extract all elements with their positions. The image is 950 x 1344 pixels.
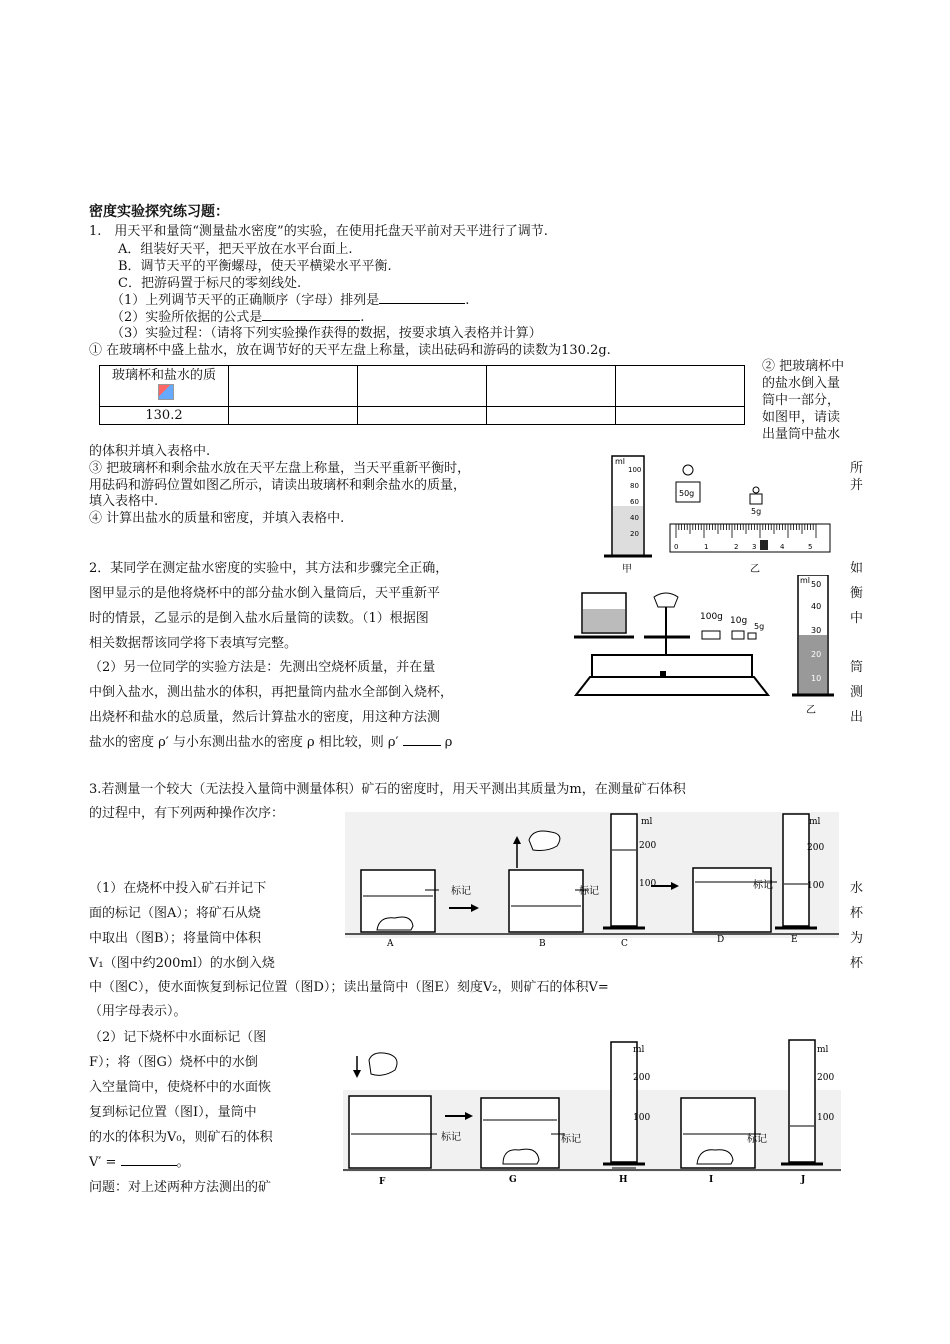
weight-50g (676, 465, 700, 502)
svg-text:100: 100 (817, 1113, 835, 1123)
svg-text:100: 100 (807, 881, 825, 891)
q3-right2: 杯 (850, 906, 864, 921)
svg-text:20: 20 (630, 530, 639, 538)
svg-text:标记: 标记 (753, 880, 773, 891)
q3-p2-b: F）；将（图G）烧杯中的水倒 (89, 1055, 258, 1070)
q2-right3: 中 (850, 611, 864, 626)
q3-p2-c: 入空量筒中，使烧杯中的水面恢 (89, 1080, 272, 1095)
svg-text:200: 200 (817, 1073, 835, 1083)
table-cell[interactable] (358, 366, 487, 407)
svg-text:10g: 10g (730, 616, 748, 626)
q2-line3: 时的情景，乙显示的是倒入盐水后量筒的读数。（1）根据图 (89, 611, 429, 626)
svg-text:标记: 标记 (747, 1134, 767, 1145)
q1-step3-r2: 并 (850, 478, 864, 493)
svg-text:0: 0 (674, 543, 679, 551)
svg-text:E: E (791, 935, 798, 945)
svg-text:200: 200 (633, 1073, 651, 1083)
q1-option-b: B．调节天平的平衡螺母，使天平横梁水平平衡. (118, 259, 392, 274)
q3-right1: 水 (850, 881, 864, 896)
q2-right6: 出 (850, 710, 864, 725)
svg-text:G: G (509, 1175, 517, 1185)
svg-text:ml: ml (817, 1045, 829, 1055)
svg-text:1: 1 (704, 543, 709, 551)
table-header-cell: 玻璃杯和盐水的质 (100, 366, 229, 407)
q3-p2-a: （2）记下烧杯中水面标记（图 (89, 1030, 267, 1045)
svg-text:40: 40 (811, 602, 822, 611)
q3-line1: 3.若测量一个较大（无法投入量筒中测量体积）矿石的密度时，用天平测出其质量为m，在测量矿石体积 (89, 782, 686, 797)
page-title: 密度实验探究练习题： (89, 204, 229, 220)
svg-text:乙: 乙 (750, 564, 760, 574)
svg-text:J: J (801, 1175, 806, 1185)
svg-text:ml: ml (800, 576, 811, 585)
q3-p1-a: （1）在烧杯中投入矿石并记下 (89, 881, 267, 896)
balance-scale (574, 593, 768, 695)
svg-text:乙: 乙 (806, 705, 816, 716)
svg-text:40: 40 (630, 514, 639, 522)
svg-text:标记: 标记 (579, 886, 599, 897)
q1-step3-b: 用砝码和游码位置如图乙所示，请读出玻璃杯和剩余盐水的质量， (89, 478, 467, 493)
svg-text:ml: ml (641, 817, 653, 827)
q3-figure-1 (343, 810, 841, 950)
svg-text:2: 2 (734, 543, 739, 551)
q2-line2: 图甲显示的是他将烧杯中的部分盐水倒入量筒后，天平重新平 (89, 586, 441, 601)
q3-line2: 的过程中，有下列两种操作次序： (89, 806, 285, 821)
svg-text:标记: 标记 (451, 886, 471, 897)
q3-right3: 为 (850, 931, 864, 946)
q1-step3-a: ③ 把玻璃杯和剩余盐水放在天平左盘上称量，当天平重新平衡时， (89, 461, 471, 476)
q2-right5: 测 (850, 685, 864, 700)
q3-p1-d: V₁（图中约200ml）的水倒入烧 (89, 956, 275, 971)
q1-option-c: C．把游码置于标尺的零刻线处. (118, 276, 302, 291)
svg-text:5g: 5g (754, 622, 765, 631)
q1-sub1: （1）上列调节天平的正确顺序（字母）排列是 . (111, 293, 470, 308)
q3-p2-h: 问题：对上述两种方法测出的矿 (89, 1180, 272, 1195)
q1-step4: ④ 计算出盐水的质量和密度，并填入表格中. (89, 511, 345, 526)
q1-step2-tail: 的体积并填入表格中. (89, 444, 211, 459)
q3-p1-f: （用字母表示）。 (89, 1004, 187, 1019)
table-cell[interactable] (229, 407, 358, 425)
q1-figure (600, 448, 840, 574)
svg-text:3: 3 (752, 543, 757, 551)
svg-text:C: C (621, 939, 628, 949)
table-cell[interactable] (616, 366, 745, 407)
graduated-cylinder-jia (604, 456, 652, 574)
svg-text:D: D (717, 935, 725, 945)
q1-step1: ① 在玻璃杯中盛上盐水，放在调节好的天平左盘上称量，读出砝码和游码的读数为130.2g. (89, 343, 611, 358)
svg-text:100: 100 (628, 466, 642, 474)
svg-text:100g: 100g (700, 612, 723, 622)
svg-text:20: 20 (811, 650, 822, 659)
table-cell[interactable] (358, 407, 487, 425)
q1-sub3: （3）实验过程：（请将下列实验操作获得的数据，按要求填入表格并计算） (111, 326, 542, 341)
q3-p1-e: 中（图C），使水面恢复到标记位置（图D）；读出量筒中（图E）刻度V₂，则矿石的体积V= (89, 980, 609, 995)
svg-text:ml: ml (615, 457, 626, 466)
table-cell[interactable] (487, 366, 616, 407)
svg-text:I: I (709, 1175, 714, 1185)
svg-text:50g: 50g (679, 489, 695, 498)
q2-right2: 衡 (850, 586, 864, 601)
q2-line4: 相关数据帮该同学将下表填写完整。 (89, 636, 298, 651)
q1-data-table (99, 365, 745, 425)
table-cell[interactable] (229, 366, 358, 407)
q3-p2-e: 的水的体积为V₀，则矿石的体积 (89, 1130, 273, 1145)
svg-text:ml: ml (633, 1045, 645, 1055)
svg-text:100: 100 (633, 1113, 651, 1123)
table-cell[interactable] (616, 407, 745, 425)
scale-ruler (670, 524, 830, 574)
q2-line5: （2）另一位同学的实验方法是：先测出空烧杯质量，并在量 (89, 660, 436, 675)
svg-text:A: A (387, 939, 394, 949)
svg-text:10: 10 (811, 674, 822, 683)
q1-step2-right: ② 把玻璃杯中 的盐水倒入量 筒中一部分， 如图甲，请读 出量筒中盐水 (762, 359, 845, 442)
q1-stem: 1. 用天平和量筒“测量盐水密度”的实验，在使用托盘天平前对天平进行了调节. (89, 224, 548, 239)
q1-step3-r1: 所 (850, 461, 864, 476)
svg-text:F: F (379, 1177, 386, 1187)
q3-p2-d: 复到标记位置（图I），量筒中 (89, 1105, 257, 1120)
q2-right4: 筒 (850, 660, 864, 675)
table-value-cell: 130.2 (100, 407, 229, 425)
ore-rock-falling (353, 1053, 397, 1078)
svg-text:60: 60 (630, 498, 639, 506)
svg-text:B: B (539, 939, 546, 949)
graduated-cylinder-yi (792, 575, 834, 716)
q3-figure-2 (343, 1030, 843, 1190)
q2-figure (570, 575, 840, 725)
q3-p2-f: V′ = 。 (89, 1155, 190, 1170)
svg-text:5g: 5g (751, 507, 762, 516)
svg-text:ml: ml (809, 817, 821, 827)
svg-text:5: 5 (808, 543, 813, 551)
svg-text:标记: 标记 (441, 1132, 461, 1143)
svg-text:50: 50 (811, 580, 822, 589)
svg-text:200: 200 (807, 843, 825, 853)
svg-text:标记: 标记 (561, 1134, 581, 1145)
svg-text:200: 200 (639, 841, 657, 851)
weight-5g (750, 487, 762, 516)
q3-p1-c: 中取出（图B）；将量筒中体积 (89, 931, 262, 946)
q3-p1-b: 面的标记（图A）；将矿石从烧 (89, 906, 261, 921)
q2-line8: 盐水的密度 ρ′ 与小东测出盐水的密度 ρ 相比较，则 ρ′ ρ (89, 735, 453, 750)
svg-text:80: 80 (630, 482, 639, 490)
q2-right1: 如 (850, 561, 864, 576)
q2-line6: 中倒入盐水，测出盐水的体积，再把量筒内盐水全部倒入烧杯， (89, 685, 454, 700)
svg-text:30: 30 (811, 626, 822, 635)
q2-line1: 2．某同学在测定盐水密度的实验中，其方法和步骤完全正确， (89, 561, 449, 576)
svg-text:100: 100 (639, 879, 657, 889)
q1-sub2: （2）实验所依据的公式是 . (111, 310, 365, 325)
q2-line7: 出烧杯和盐水的总质量，然后计算盐水的密度，用这种方法测 (89, 710, 441, 725)
svg-text:4: 4 (780, 543, 785, 551)
table-cell[interactable] (487, 407, 616, 425)
svg-text:甲: 甲 (622, 564, 632, 574)
svg-text:H: H (619, 1175, 628, 1185)
q3-right4: 杯 (850, 956, 864, 971)
broken-image-icon (158, 384, 174, 400)
q1-step3-c: 填入表格中. (89, 494, 159, 509)
q1-option-a: A．组装好天平，把天平放在水平台面上. (118, 242, 353, 257)
